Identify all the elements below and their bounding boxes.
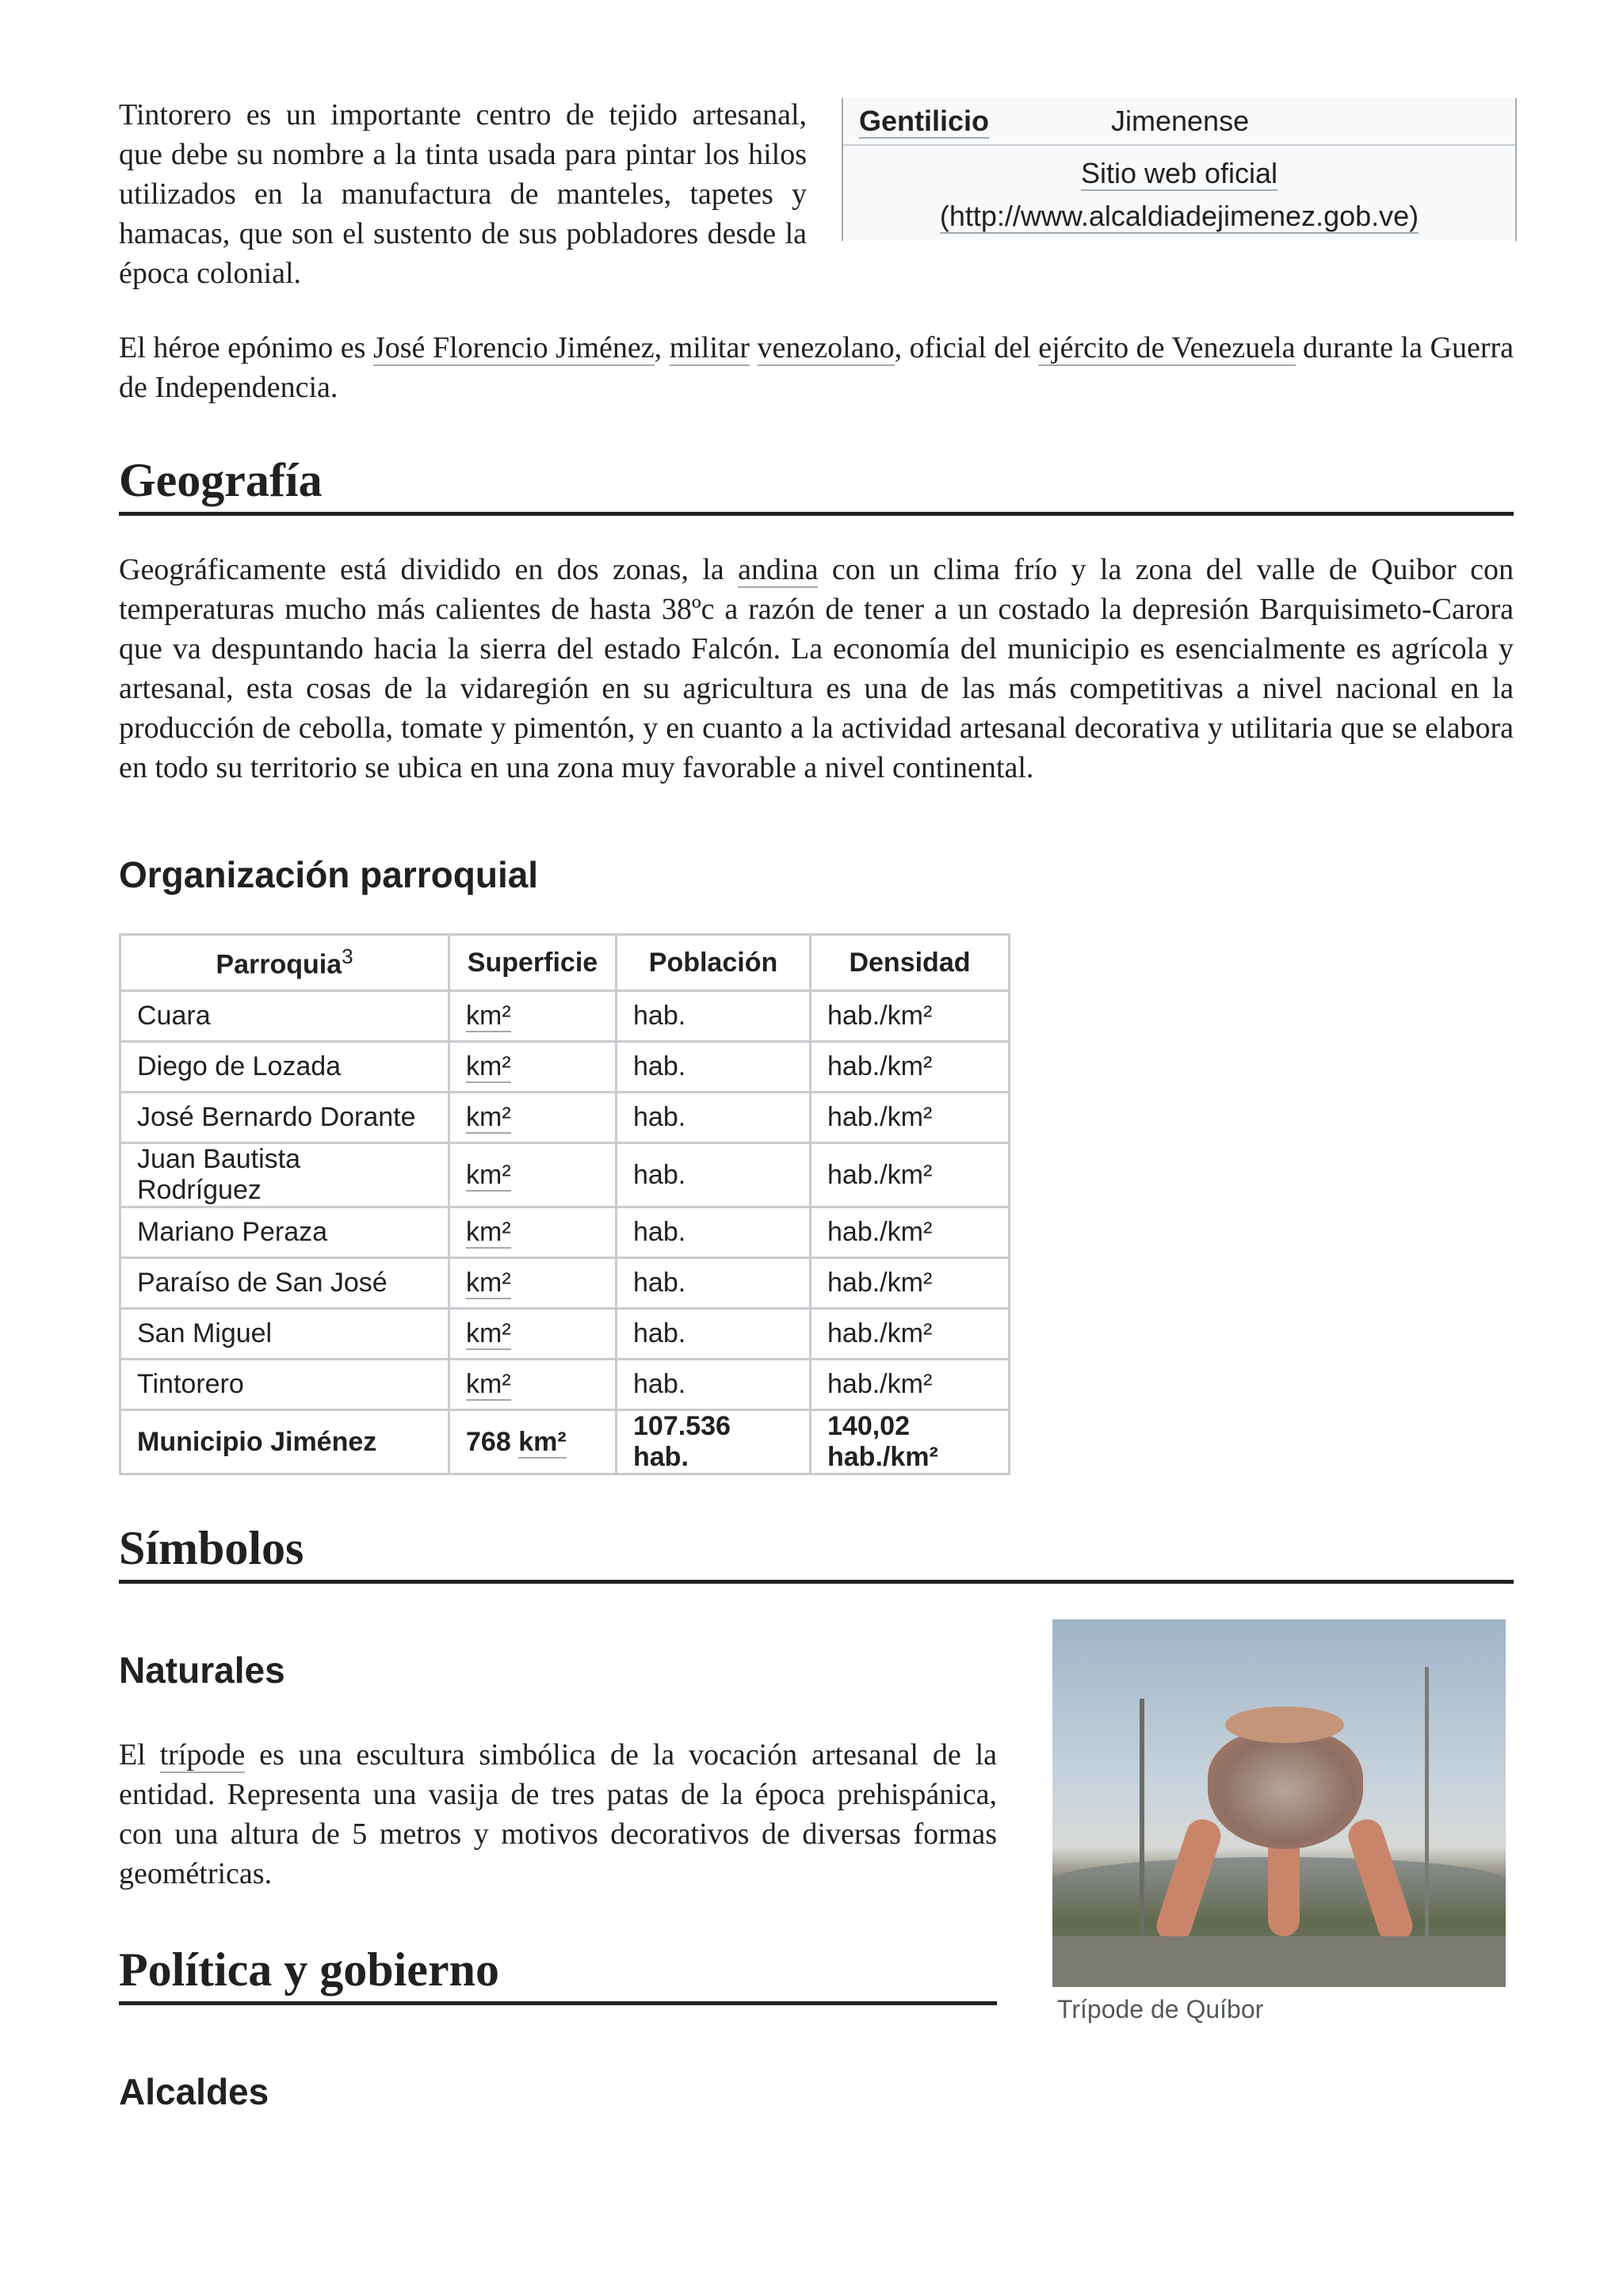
infobox-gentilicio-value: Jimenense [1111,105,1250,137]
intro-paragraph: Tintorero es un importante centro de tejido artesanal, que debe su nombre a la tinta usada para pintar los hilos utilizados en la manufactura de manteles, tapetes y hamacas, que son el sustento de sus pobladores desde la época colonial. [119,98,807,290]
cell-parroquia: San Miguel [120,1309,449,1360]
link-km2[interactable]: km² [466,1051,511,1081]
cell-poblacion: hab. [617,1042,811,1093]
geografia-text-2: con un clima frío y la zona del valle de Quibor con temperaturas mucho más calientes de hasta 38ºc a razón de tener a un costado la depresión Barquisimeto-Carora que va despuntando hacia la sierra del estado Falcón. La economía del municipio es esencialmente es agrícola y artesanal, esta cosas de la vidaregión en su agricultura es una de las más competitivas a nivel nacional en la producción de cebolla, tomate y pimentón, y en cuanto a la actividad artesanal decorativa y utilitaria que se elabora en todo su territorio se ubica en una zona muy favorable a nivel continental. [119,553,1514,784]
eponym-text-2: , [654,331,670,364]
eponym-text-3 [750,331,758,364]
cell-densidad: hab./km² [811,991,1010,1042]
link-venezolano[interactable]: venezolano [757,331,895,364]
cell-parroquia: Mariano Peraza [120,1207,449,1258]
cell-superficie [449,1360,617,1410]
link-km2[interactable]: km² [466,1268,511,1298]
cell-total-name: Municipio Jiménez [120,1410,449,1474]
tripode-figure [1052,1619,1506,2024]
infobox [842,98,1517,241]
tripode-photo[interactable] [1052,1619,1506,1987]
cell-parroquia: Cuara [120,991,449,1042]
cell-parroquia: Diego de Lozada [120,1042,449,1093]
cell-parroquia: Tintorero [120,1360,449,1410]
link-km2[interactable]: km² [466,1217,511,1247]
link-km2[interactable]: km² [466,1369,511,1399]
cell-poblacion: hab. [617,1093,811,1143]
cell-poblacion: hab. [617,991,811,1042]
geografia-text-1: Geográficamente está dividido en dos zonas, la [119,553,739,586]
table-header-row [120,935,1010,991]
cell-poblacion: hab. [617,1360,811,1410]
heading-naturales: Naturales [119,1650,285,1691]
infobox-gentilicio-row [843,98,1515,146]
header-poblacion: Población [617,935,811,991]
table-row [120,1309,1010,1360]
infobox-website-row [843,146,1515,241]
cell-parroquia: José Bernardo Dorante [120,1093,449,1143]
link-km2[interactable]: km² [466,1159,511,1190]
figure-caption: Trípode de Quíbor [1057,1995,1264,2023]
cell-densidad: hab./km² [811,1093,1010,1143]
table-row [120,1360,1010,1410]
cell-total-poblacion: 107.536 hab. [617,1410,811,1474]
cell-total-densidad: 140,02 hab./km² [811,1410,1010,1474]
table-row [120,991,1010,1042]
infobox-gentilicio-label[interactable]: Gentilicio [859,105,990,137]
link-jose-florencio-jimenez[interactable]: José Florencio Jiménez [372,331,655,364]
cell-poblacion: hab. [617,1143,811,1207]
link-ejercito-de-venezuela[interactable]: ejército de Venezuela [1038,331,1296,364]
eponym-text-1: El héroe epónimo es [119,331,373,364]
header-parroquia: Parroquia$^3$ [120,935,449,991]
cell-poblacion: hab. [617,1258,811,1309]
link-km2[interactable]: km² [466,1102,511,1132]
table-row [120,1143,1010,1207]
cell-poblacion: hab. [617,1309,811,1360]
cell-superficie [449,1207,617,1258]
table-total-row [120,1410,1010,1474]
naturales-text-2: es una escultura simbólica de la vocación artesanal de la entidad. Representa una vasija de tres patas de la época prehispánica, con una altura de 5 metros y motivos decorativos de diversas formas geométricas. [119,1738,997,1890]
header-superficie: Superficie [449,935,617,991]
table-row [120,1042,1010,1093]
cell-densidad: hab./km² [811,1207,1010,1258]
cell-superficie [449,1258,617,1309]
cell-densidad: hab./km² [811,1258,1010,1309]
cell-superficie [449,1042,617,1093]
cell-densidad: hab./km² [811,1042,1010,1093]
link-militar[interactable]: militar [669,331,750,364]
link-tripode[interactable]: trípode [159,1738,246,1772]
parroquias-table [119,933,1010,1475]
naturales-paragraph [119,1735,997,1894]
footnote-ref[interactable]: 3 [342,944,353,969]
heading-simbolos: Símbolos [119,1520,1514,1584]
cell-densidad: hab./km² [811,1360,1010,1410]
table-row [120,1093,1010,1143]
cell-total-superficie: 768 km² [449,1410,617,1474]
cell-superficie [449,991,617,1042]
naturales-text-1: El [119,1738,160,1772]
eponym-paragraph [119,328,1514,407]
cell-superficie [449,1093,617,1143]
table-row [120,1258,1010,1309]
link-andina[interactable]: andina [738,553,819,586]
cell-poblacion: hab. [617,1207,811,1258]
cell-superficie [449,1143,617,1207]
eponym-text-4: , oficial del [894,331,1039,364]
link-km2[interactable]: km² [466,1318,511,1348]
cell-parroquia: Paraíso de San José [120,1258,449,1309]
header-densidad: Densidad [811,935,1010,991]
official-website-link[interactable]: Sitio web oficial (http://www.alcaldiadejimenez.gob.ve) [939,157,1419,232]
heading-alcaldes: Alcaldes [119,2071,269,2112]
cell-densidad: hab./km² [811,1143,1010,1207]
cell-superficie [449,1309,617,1360]
heading-organizacion-parroquial: Organización parroquial [119,854,539,895]
link-km2[interactable]: km² [518,1426,567,1457]
table-row [120,1207,1010,1258]
heading-politica-y-gobierno: Política y gobierno [119,1941,997,2005]
eponym-text-5: durante la Guerra de Independencia. [119,331,1514,404]
geografia-paragraph [119,550,1514,788]
cell-densidad: hab./km² [811,1309,1010,1360]
link-km2[interactable]: km² [466,1001,511,1031]
heading-geografia: Geografía [119,452,1514,516]
cell-parroquia: Juan Bautista Rodríguez [120,1143,449,1207]
